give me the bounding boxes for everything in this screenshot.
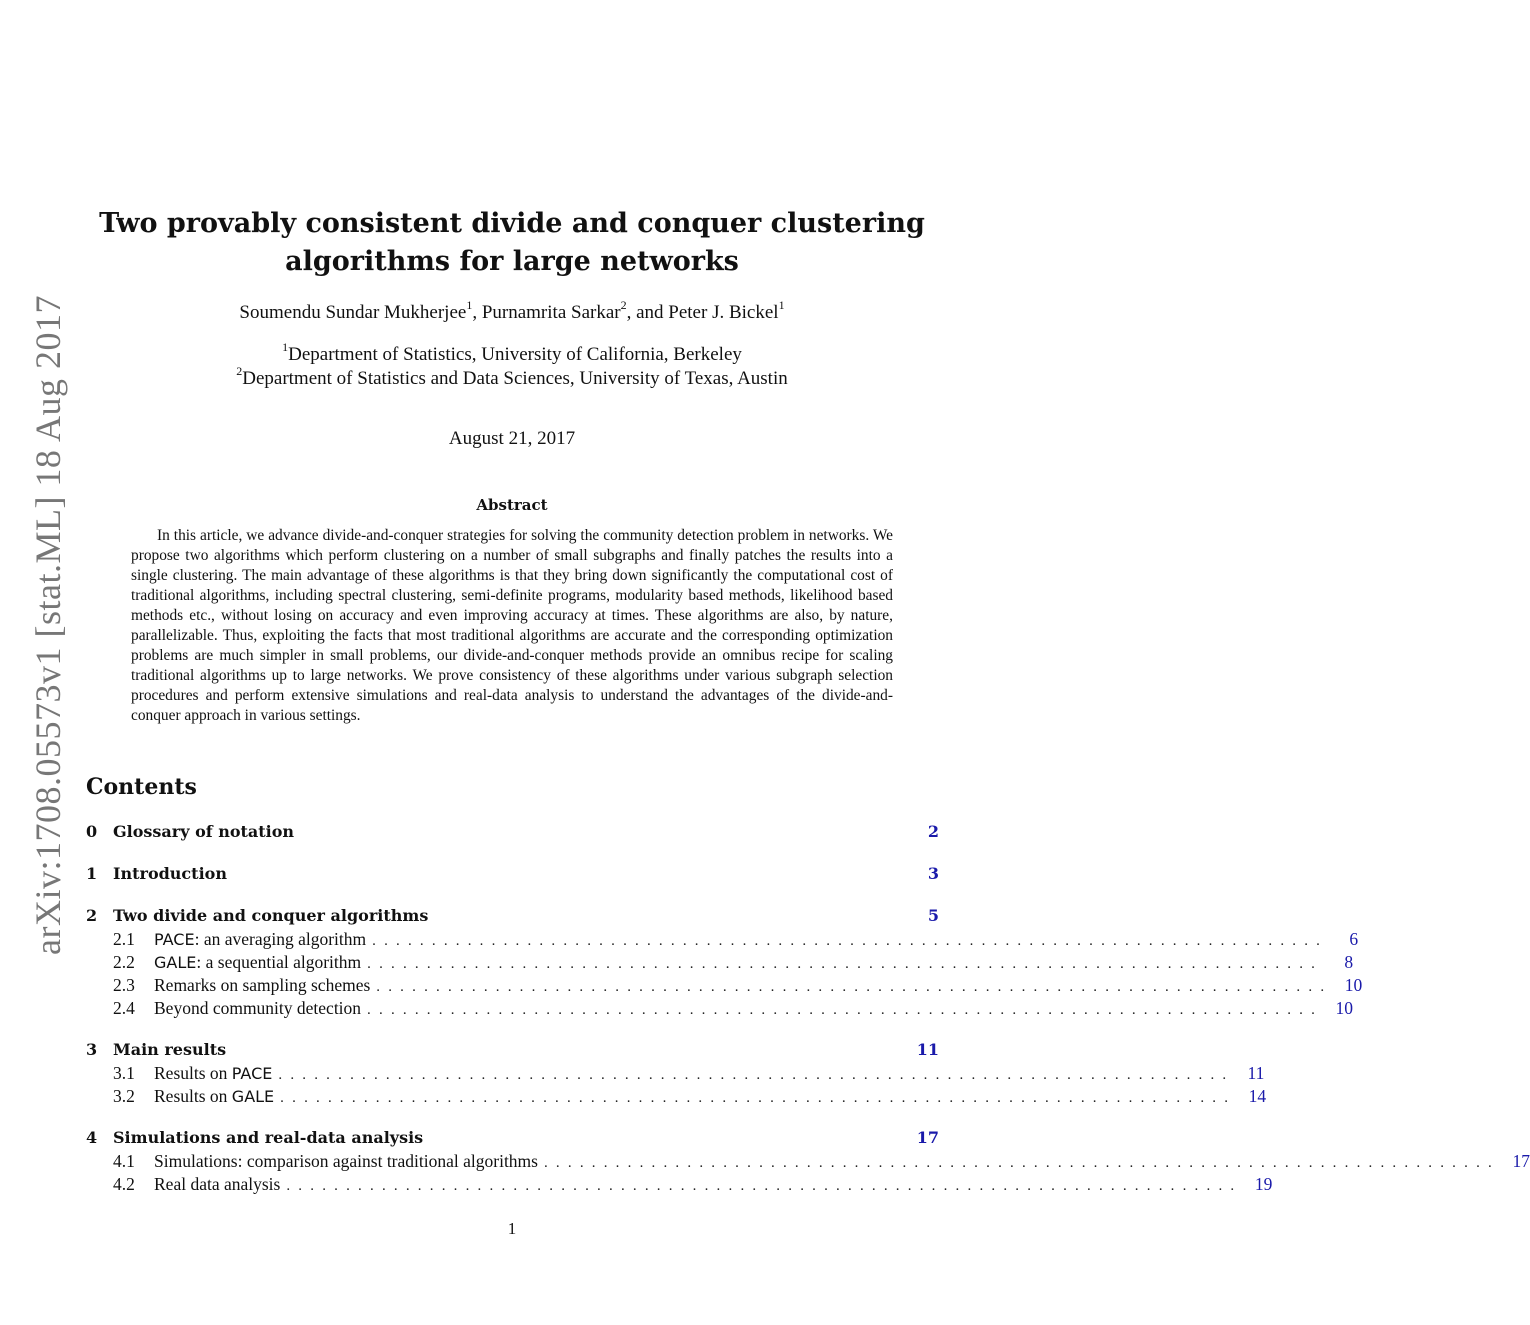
- toc-section: [86, 904, 1363, 1020]
- toc-section-number: 3: [86, 1040, 98, 1059]
- toc-subsection-number: 2.2: [113, 952, 135, 972]
- author-1: Soumendu Sundar Mukherjee: [239, 302, 467, 323]
- toc-leader-dots: ................................................................................: [286, 1178, 1243, 1194]
- toc-section-title[interactable]: Main results: [113, 1040, 227, 1059]
- toc-section: [86, 1038, 1267, 1108]
- toc-leader-dots: ................................................................................: [280, 1090, 1237, 1106]
- toc-subsection-title[interactable]: [154, 974, 370, 997]
- toc-subsection-prefix: Results on: [154, 1063, 232, 1083]
- title-line-1: Two provably consistent divide and conquer clustering: [99, 208, 925, 239]
- toc-entry-subsection-3.2[interactable]: [86, 1085, 1267, 1108]
- affiliation-2: [80, 363, 944, 391]
- toc-entry-subsection-2.4[interactable]: [86, 997, 1354, 1020]
- toc-section-number: 1: [86, 864, 98, 883]
- toc-page-link[interactable]: 6: [1349, 929, 1359, 949]
- author-list: [80, 297, 944, 324]
- author-3-affil: 1: [778, 297, 785, 312]
- toc-page-link[interactable]: 10: [1344, 975, 1363, 995]
- toc-subsection-number: 3.2: [113, 1086, 135, 1106]
- toc-section-number: 2: [86, 906, 98, 925]
- toc-subsection-number: 4.1: [113, 1151, 135, 1171]
- toc-entry-section-2[interactable]: [86, 904, 939, 928]
- toc-subsection-number: 3.1: [113, 1063, 135, 1083]
- toc-page-link[interactable]: 19: [1254, 1174, 1273, 1194]
- toc-section-title[interactable]: Simulations and real-data analysis: [113, 1128, 424, 1147]
- paper-title: [80, 205, 944, 281]
- toc-subsection-title[interactable]: [154, 997, 361, 1020]
- toc-section-number: 4: [86, 1128, 98, 1147]
- affiliation-2-mark: 2: [236, 363, 243, 378]
- toc-entry-subsection-2.2[interactable]: [86, 951, 1354, 974]
- toc-algorithm-name: PACE: [231, 1064, 273, 1083]
- toc-section: [86, 862, 939, 886]
- affiliation-1: [80, 339, 944, 367]
- toc-subsection-text: Beyond community detection: [154, 998, 362, 1018]
- toc-entry-section-1[interactable]: [86, 862, 939, 886]
- title-line-2: algorithms for large networks: [285, 246, 739, 277]
- toc-subsection-prefix: Results on: [154, 1086, 232, 1106]
- affiliation-2-text: Department of Statistics and Data Sciences, University of Texas, Austin: [242, 368, 788, 389]
- author-2-affil: 2: [620, 297, 627, 312]
- toc-subsection-number: 4.2: [113, 1174, 135, 1194]
- toc-subsection-title[interactable]: [154, 1062, 272, 1085]
- toc-subsection-title[interactable]: [154, 1173, 280, 1196]
- toc-leader-dots: ................................................................................: [367, 956, 1324, 972]
- affiliations: [80, 339, 944, 391]
- toc-subsection-title[interactable]: [154, 951, 361, 974]
- toc-section: [86, 820, 939, 844]
- publication-date: August 21, 2017: [448, 428, 576, 449]
- contents-heading: Contents: [86, 774, 197, 800]
- toc-subsection-text: Real data analysis: [154, 1174, 281, 1194]
- toc-leader-dots: ................................................................................: [372, 933, 1329, 949]
- toc-leader-dots: ................................................................................: [376, 979, 1333, 995]
- toc-leader-dots: ................................................................................: [278, 1067, 1235, 1083]
- toc-subsection-title[interactable]: [154, 928, 366, 951]
- toc-entry-subsection-2.1[interactable]: [86, 928, 1359, 951]
- toc-leader-dots: ................................................................................: [367, 1002, 1324, 1018]
- toc-entry-section-3[interactable]: [86, 1038, 939, 1062]
- toc-section-title[interactable]: Introduction: [113, 864, 227, 883]
- toc-leader-dots: ................................................................................: [543, 1155, 1500, 1171]
- toc-entry-section-0[interactable]: [86, 820, 939, 844]
- toc-page-link[interactable]: 2: [927, 822, 939, 841]
- toc-algorithm-name: PACE: [154, 930, 195, 949]
- toc-subsection-title[interactable]: [154, 1085, 274, 1108]
- toc-section-title[interactable]: Glossary of notation: [113, 822, 295, 841]
- toc-page-link[interactable]: 3: [927, 864, 939, 883]
- toc-subsection-number: 2.4: [113, 998, 135, 1018]
- toc-section-title[interactable]: Two divide and conquer algorithms: [113, 906, 429, 925]
- toc-subsection-title[interactable]: [154, 1150, 538, 1173]
- abstract-body: In this article, we advance divide-and-conquer strategies for solving the community detection problem in networks. We propose two algorithms which perform clustering on a number of small subgraphs and finally patches the results into a single clustering. The main advantage of these algorithms is that they bring down significantly the computational cost of traditional algorithms, including spectral clustering, semi-definite programs, modularity based methods, likelihood based methods etc., without losing on accuracy and even improving accuracy at times. These algorithms are also, by nature, parallelizable. Thus, exploiting the facts that most traditional algorithms are accurate and the corresponding optimization problems are much simpler in small problems, our divide-and-conquer methods provide an omnibus recipe for scaling traditional algorithms up to large networks. We prove consistency of these algorithms under various subgraph selection procedures and perform extensive simulations and real-data analysis to understand the advantages of the divide-and-conquer approach in various settings.: [131, 527, 893, 724]
- toc-subsection-text: Simulations: comparison against traditional algorithms: [154, 1151, 538, 1171]
- toc-page-link[interactable]: 11: [916, 1040, 939, 1059]
- toc-subsection-number: 2.3: [113, 975, 135, 995]
- toc-entry-subsection-2.3[interactable]: [86, 974, 1363, 997]
- toc-page-link[interactable]: 8: [1344, 952, 1354, 972]
- author-1-affil: 1: [466, 297, 473, 312]
- toc-section-number: 0: [86, 822, 98, 841]
- toc-subsection-text: : an averaging algorithm: [194, 929, 367, 949]
- affiliation-1-mark: 1: [282, 339, 289, 354]
- toc-page-link[interactable]: 17: [1512, 1151, 1530, 1171]
- toc-entry-subsection-4.1[interactable]: [86, 1150, 1530, 1173]
- toc-page-link[interactable]: 10: [1335, 998, 1354, 1018]
- affiliation-1-text: Department of Statistics, University of California, Berkeley: [288, 344, 742, 365]
- toc-subsection-text: Remarks on sampling schemes: [154, 975, 371, 995]
- page-number: 1: [507, 1219, 517, 1238]
- toc-algorithm-name: GALE: [154, 953, 197, 972]
- toc-page-link[interactable]: 11: [1247, 1063, 1265, 1083]
- toc-entry-subsection-3.1[interactable]: [86, 1062, 1265, 1085]
- toc-entry-subsection-4.2[interactable]: [86, 1173, 1273, 1196]
- table-of-contents: [86, 820, 1530, 1214]
- toc-page-link[interactable]: 17: [916, 1128, 939, 1147]
- toc-subsection-number: 2.1: [113, 929, 135, 949]
- author-2: , Purnamrita Sarkar: [472, 302, 621, 323]
- toc-entry-section-4[interactable]: [86, 1126, 939, 1150]
- toc-algorithm-name: GALE: [231, 1087, 275, 1106]
- author-3: , and Peter J. Bickel: [626, 302, 779, 323]
- arxiv-identifier-stamp: arXiv:1708.05573v1 [stat.ML] 18 Aug 2017: [28, 295, 68, 955]
- toc-subsection-text: : a sequential algorithm: [196, 952, 362, 972]
- toc-page-link[interactable]: 14: [1248, 1086, 1267, 1106]
- toc-section: [86, 1126, 1530, 1196]
- abstract-heading: Abstract: [476, 496, 548, 514]
- toc-page-link[interactable]: 5: [927, 906, 939, 925]
